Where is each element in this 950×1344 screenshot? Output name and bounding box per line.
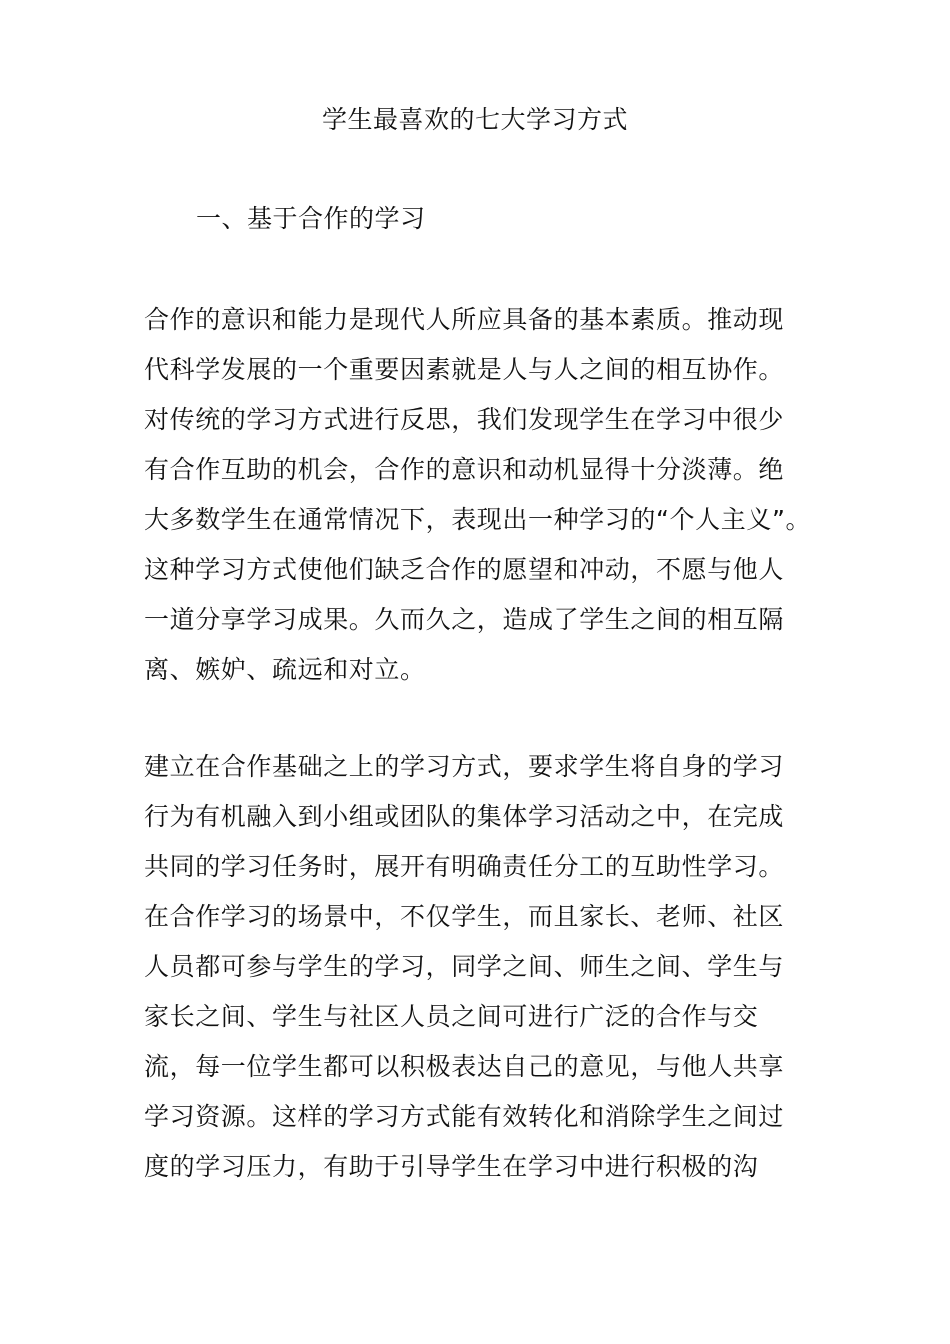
section-heading: 一、基于合作的学习 — [196, 204, 426, 233]
paragraph-line: 家长之间、学生与社区人员之间可进行广泛的合作与交 — [144, 1002, 759, 1031]
paragraph-line: 代科学发展的一个重要因素就是人与人之间的相互协作。 — [144, 355, 785, 384]
paragraph-line: 学习资源。这样的学习方式能有效转化和消除学生之间过 — [144, 1102, 785, 1131]
paragraph-line: 大多数学生在通常情况下，表现出一种学习的“个人主义”。 — [144, 505, 812, 534]
paragraph-2 — [144, 742, 804, 1192]
paragraph-line: 这种学习方式使他们缺乏合作的愿望和冲动，不愿与他人 — [144, 555, 785, 584]
paragraph-1 — [144, 295, 812, 695]
paragraph-line: 建立在合作基础之上的学习方式，要求学生将自身的学习 — [144, 752, 785, 781]
paragraph-line: 共同的学习任务时，展开有明确责任分工的互助性学习。 — [144, 852, 785, 881]
paragraph-line: 有合作互助的机会，合作的意识和动机显得十分淡薄。绝 — [144, 455, 785, 484]
paragraph-line: 对传统的学习方式进行反思，我们发现学生在学习中很少 — [144, 405, 785, 434]
paragraph-line: 人员都可参与学生的学习，同学之间、师生之间、学生与 — [144, 952, 785, 981]
paragraph-line: 一道分享学习成果。久而久之，造成了学生之间的相互隔 — [144, 605, 785, 634]
document-title: 学生最喜欢的七大学习方式 — [321, 105, 628, 134]
paragraph-line: 在合作学习的场景中，不仅学生，而且家长、老师、社区 — [144, 902, 785, 931]
paragraph-line: 合作的意识和能力是现代人所应具备的基本素质。推动现 — [144, 305, 785, 334]
paragraph-line: 离、嫉妒、疏远和对立。 — [144, 655, 426, 684]
paragraph-line: 流，每一位学生都可以积极表达自己的意见，与他人共享 — [144, 1052, 785, 1081]
paragraph-line: 行为有机融入到小组或团队的集体学习活动之中，在完成 — [144, 802, 785, 831]
paragraph-line: 度的学习压力，有助于引导学生在学习中进行积极的沟 — [144, 1152, 759, 1181]
